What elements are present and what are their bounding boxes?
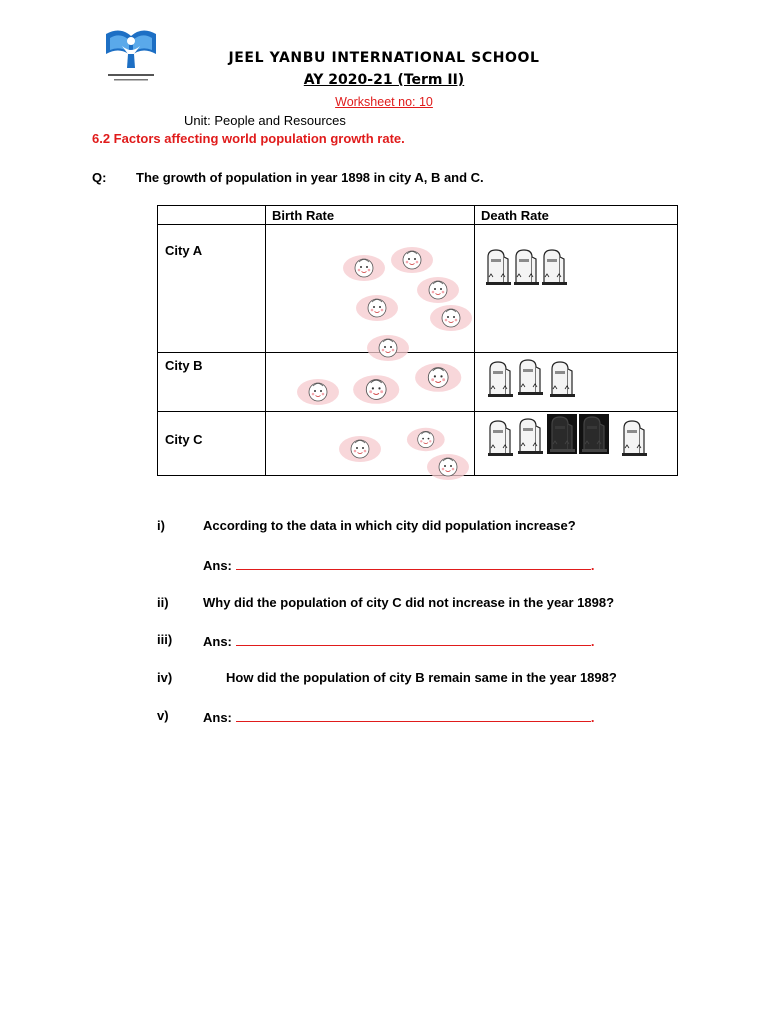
population-table — [157, 205, 678, 476]
tombstone-icon — [483, 247, 513, 287]
baby-face-icon — [338, 434, 382, 464]
question-1-text: According to the data in which city did population increase? — [203, 518, 576, 533]
city-b-birth-cell — [266, 353, 475, 412]
city-b-cell — [158, 353, 266, 412]
table-row-city-a — [158, 225, 678, 353]
worksheet-number: Worksheet no: 10 — [335, 95, 433, 109]
answer-1: Ans: . — [203, 558, 595, 573]
city-a-cell — [158, 225, 266, 353]
table-header-row — [158, 206, 678, 225]
question-5-number: v) — [157, 708, 169, 723]
question-2-number: ii) — [157, 595, 169, 610]
city-c-label: City C — [165, 432, 203, 447]
question-1-number: i) — [157, 518, 165, 533]
tombstone-icon — [511, 247, 541, 287]
baby-face-icon — [355, 293, 399, 323]
answer-3-line[interactable] — [236, 632, 591, 646]
city-c-birth-cell — [266, 412, 475, 476]
answer-1-line[interactable] — [236, 556, 591, 570]
tombstone-icon — [485, 418, 515, 458]
city-b-label: City B — [165, 358, 203, 373]
baby-face-icon — [390, 245, 434, 275]
tombstone-icon — [547, 414, 577, 454]
tombstone-icon — [579, 414, 609, 454]
header-death-rate: Death Rate — [475, 206, 678, 225]
city-a-birth-cell — [266, 225, 475, 353]
question-text: The growth of population in year 1898 in city A, B and C. — [136, 170, 484, 185]
city-a-death-cell — [475, 225, 678, 353]
baby-face-icon — [416, 275, 460, 305]
table-row-city-b — [158, 353, 678, 412]
topic-heading: 6.2 Factors affecting world population growth rate. — [92, 131, 405, 146]
baby-face-icon — [414, 361, 462, 394]
baby-face-icon — [352, 373, 400, 406]
academic-year: AY 2020-21 (Term II) — [303, 72, 465, 88]
answer-1-label: Ans: — [203, 558, 232, 573]
question-2-text: Why did the population of city C did not increase in the year 1898? — [203, 595, 615, 610]
question-4-number: iv) — [157, 670, 173, 685]
tombstone-icon — [515, 416, 545, 456]
tombstone-icon — [539, 247, 569, 287]
header-birth-rate: Birth Rate — [266, 206, 475, 225]
answer-3-label: Ans: — [203, 634, 232, 649]
question-3-number: iii) — [157, 632, 173, 647]
city-c-cell — [158, 412, 266, 476]
baby-face-icon — [406, 426, 446, 453]
tombstone-icon — [619, 418, 649, 458]
city-c-death-cell — [475, 412, 678, 476]
question-4-text: How did the population of city B remain same in the year 1898? — [226, 670, 617, 685]
tombstone-icon — [515, 357, 545, 397]
answer-5: Ans: . — [203, 710, 595, 725]
baby-face-icon — [426, 452, 470, 482]
answer-5-label: Ans: — [203, 710, 232, 725]
baby-face-icon — [296, 377, 340, 407]
city-b-death-cell — [475, 353, 678, 412]
baby-face-icon — [342, 253, 386, 283]
table-row-city-c — [158, 412, 678, 476]
unit-title: Unit: People and Resources — [184, 113, 346, 128]
tombstone-icon — [485, 359, 515, 399]
school-name: JEEL YANBU INTERNATIONAL SCHOOL — [228, 50, 540, 66]
city-a-label: City A — [165, 243, 203, 258]
header-blank-cell — [158, 206, 266, 225]
answer-5-line[interactable] — [236, 708, 591, 722]
answer-3: Ans: . — [203, 634, 595, 649]
question-label: Q: — [92, 170, 107, 185]
baby-face-icon — [429, 303, 473, 333]
tombstone-icon — [547, 359, 577, 399]
